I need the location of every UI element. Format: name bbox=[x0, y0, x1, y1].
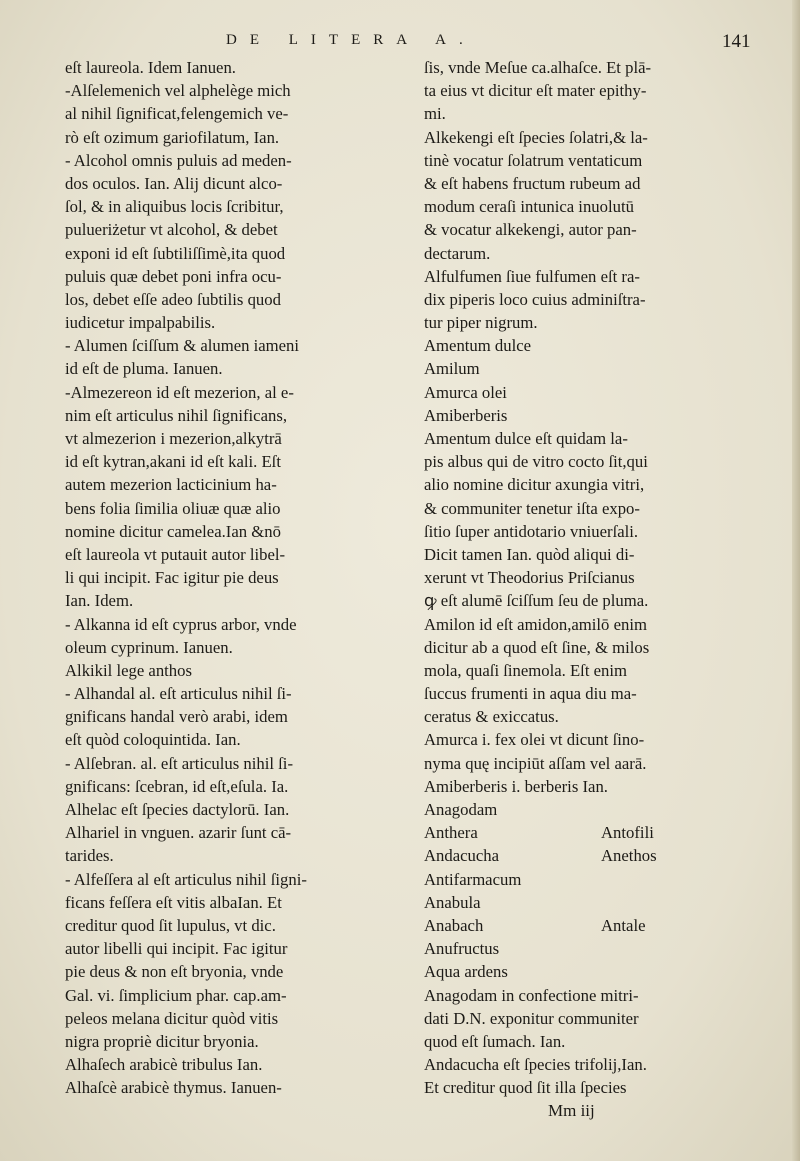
text-line: Amilon id eſt amidon,amilō enim bbox=[424, 614, 647, 634]
text-line: puluis quæ debet poni infra ocu- bbox=[65, 266, 282, 286]
text-line: ſol, & in aliquibus locis ſcribitur, bbox=[65, 197, 284, 217]
text-line: Alfulfumen ſiue fulfumen eſt ra- bbox=[424, 266, 640, 286]
page-header bbox=[0, 22, 800, 52]
text-line: ſis, vnde Meſue ca.alhaſce. Et plā- bbox=[424, 58, 652, 77]
text-line: - Alfeſſera al eſt articulus nihil ſigni- bbox=[65, 869, 307, 889]
text-line: dicitur ab a quod eſt ſine, & milos bbox=[424, 637, 650, 657]
text-line: ſitio ſuper antidotario vniuerſali. bbox=[424, 521, 639, 541]
term-right: Anethos bbox=[601, 846, 657, 866]
text-line: tarides. bbox=[65, 846, 114, 866]
text-line: - Alumen ſciſſum & alumen iameni bbox=[65, 336, 300, 356]
text-line: autem mezerion lacticinium ha- bbox=[65, 475, 277, 495]
term-row bbox=[424, 937, 724, 960]
text-line: Amentum dulce bbox=[424, 336, 532, 356]
text-line: Alhelac eſt ſpecies dactylorū. Ian. bbox=[65, 800, 290, 819]
term-left: Anthera bbox=[424, 823, 478, 843]
text-line: & vocatur alkekengi, autor pan- bbox=[424, 220, 637, 240]
text-line: tur piper nigrum. bbox=[424, 313, 538, 333]
text-line: nyma quę incipiūt aſſam vel aarā. bbox=[424, 753, 647, 773]
text-line: Amiberberis i. berberis Ian. bbox=[424, 776, 608, 796]
text-line: Ian. Idem. bbox=[65, 591, 134, 611]
text-line: Alhaſech arabicè tribulus Ian. bbox=[65, 1055, 263, 1075]
text-line: Amilum bbox=[424, 359, 480, 379]
text-line: xerunt vt Theodorius Priſcianus bbox=[424, 568, 635, 588]
text-line: creditur quod ſit lupulus, vt dic. bbox=[65, 915, 276, 935]
right-column bbox=[424, 56, 724, 1123]
text-line: ta eius vt dicitur eſt mater epithy- bbox=[424, 81, 647, 101]
text-line: exponi id eſt ſubtiliſſimè,ita quod bbox=[65, 243, 286, 263]
text-line: Et creditur quod ſit illa ſpecies bbox=[424, 1078, 627, 1098]
term-left: Antifarmacum bbox=[424, 869, 522, 889]
term-row bbox=[424, 844, 724, 867]
text-line: Alhariel in vnguen. azarir ſunt cā- bbox=[65, 823, 292, 843]
text-line: dix piperis loco cuius adminiſtra- bbox=[424, 289, 646, 309]
text-line: eſt quòd coloquintida. Ian. bbox=[65, 730, 241, 750]
text-line: Amentum dulce eſt quidam la- bbox=[424, 429, 628, 448]
text-line: oleum cyprinum. Ianuen. bbox=[65, 637, 233, 657]
text-line: & communiter tenetur iſta expo- bbox=[424, 498, 640, 518]
text-line: pis albus qui de vitro cocto ſit,qui bbox=[424, 452, 648, 472]
text-line: mola, quaſi ſinemola. Eſt enim bbox=[424, 660, 627, 680]
text-line: gnificans: ſcebran, id eſt,eſula. Ia. bbox=[65, 776, 289, 796]
term-row bbox=[424, 914, 724, 937]
text-line: nigra propriè dicitur bryonia. bbox=[65, 1031, 259, 1051]
text-line: al nihil ſignificat,felengemich ve- bbox=[65, 104, 289, 124]
text-line: iudicetur impalpabilis. bbox=[65, 313, 216, 333]
text-line: Alhaſcè arabicè thymus. Ianuen- bbox=[65, 1078, 282, 1098]
text-line: - Alhandal al. eſt articulus nihil ſi- bbox=[65, 684, 292, 704]
text-line: nomine dicitur camelea.Ian &nō bbox=[65, 521, 281, 541]
text-line: id eſt de pluma. Ianuen. bbox=[65, 359, 223, 379]
text-line: alio nomine dicitur axungia vitri, bbox=[424, 475, 645, 495]
text-line: Alkikil lege anthos bbox=[65, 660, 192, 680]
text-line: vt almezerion i mezerion,alkytrā bbox=[65, 429, 282, 448]
text-line: Gal. vi. ſimplicium phar. cap.am- bbox=[65, 985, 287, 1005]
text-line: ficans feſſera eſt vitis albaIan. Et bbox=[65, 892, 282, 912]
text-line: - Alſebran. al. eſt articulus nihil ſi- bbox=[65, 753, 294, 773]
text-line: eſt laureola. Idem Ianuen. bbox=[65, 58, 236, 77]
term-row bbox=[424, 960, 724, 983]
running-title: DE LITERA A. bbox=[226, 32, 476, 48]
text-line: Amiberberis bbox=[424, 405, 508, 425]
text-line: nim eſt articulus nihil ſignificans, bbox=[65, 405, 287, 425]
text-line: Andacucha eſt ſpecies trifolij,Ian. bbox=[424, 1055, 647, 1075]
term-left: Andacucha bbox=[424, 846, 500, 866]
term-left: Aqua ardens bbox=[424, 962, 508, 982]
text-line: eſt laureola vt putauit autor libel- bbox=[65, 544, 286, 564]
text-line: dos oculos. Ian. Alij dicunt alco- bbox=[65, 173, 283, 193]
text-line: gnificans handal verò arabi, idem bbox=[65, 707, 288, 727]
text-line: Amurca olei bbox=[424, 382, 507, 402]
text-line: pie deus & non eſt bryonia, vnde bbox=[65, 962, 284, 982]
text-line: -Alſelemenich vel alphelège mich bbox=[65, 81, 291, 101]
page-number: 141 bbox=[722, 31, 751, 52]
text-line: Anagodam in confectione mitri- bbox=[424, 985, 639, 1005]
text-line: Anagodam bbox=[424, 800, 498, 819]
text-line: ceratus & exiccatus. bbox=[424, 707, 559, 727]
text-line: modum ceraſi intunica inuolutū bbox=[424, 197, 634, 217]
text-line: ꝙ eſt alumē ſciſſum ſeu de pluma. bbox=[424, 591, 649, 611]
text-line: tinè vocatur ſolatrum ventaticum bbox=[424, 150, 643, 170]
text-line: los, debet eſſe adeo ſubtilis quod bbox=[65, 289, 281, 309]
term-right: Antale bbox=[601, 915, 646, 935]
text-line: peleos melana dicitur quòd vitis bbox=[65, 1008, 279, 1028]
left-column bbox=[65, 56, 347, 1099]
page-edge bbox=[792, 0, 800, 1161]
term-row bbox=[424, 868, 724, 891]
term-left: Anufructus bbox=[424, 939, 500, 959]
text-line: Amurca i. fex olei vt dicunt ſino- bbox=[424, 730, 645, 750]
text-line: & eſt habens fructum rubeum ad bbox=[424, 173, 641, 193]
text-line: - Alcohol omnis puluis ad meden- bbox=[65, 150, 292, 170]
text-line: pulueriżetur vt alcohol, & debet bbox=[65, 220, 278, 240]
text-line: li qui incipit. Fac igitur pie deus bbox=[65, 568, 279, 588]
term-left: Anabula bbox=[424, 892, 481, 912]
text-line: -Almezereon id eſt mezerion, al e- bbox=[65, 382, 294, 402]
text-line: autor libelli qui incipit. Fac igitur bbox=[65, 939, 288, 959]
right-column-text bbox=[424, 56, 724, 821]
term-row bbox=[424, 891, 724, 914]
text-line: mi. bbox=[424, 104, 446, 124]
term-left: Anabach bbox=[424, 915, 484, 935]
text-line: bens folia ſimilia oliuæ quæ alio bbox=[65, 498, 281, 518]
text-line: - Alkanna id eſt cyprus arbor, vnde bbox=[65, 614, 297, 634]
text-line: Dicit tamen Ian. quòd aliqui di- bbox=[424, 544, 635, 564]
right-column-text-continued bbox=[424, 984, 724, 1100]
text-line: ſuccus frumenti in aqua diu ma- bbox=[424, 684, 637, 704]
text-line: id eſt kytran,akani id eſt kali. Eſt bbox=[65, 452, 281, 472]
signature-mark: Mm iij bbox=[548, 1101, 595, 1121]
text-line: dectarum. bbox=[424, 243, 491, 263]
term-right: Antofili bbox=[601, 823, 654, 843]
term-row bbox=[424, 821, 724, 844]
text-line: rò eſt ozimum gariofilatum, Ian. bbox=[65, 127, 280, 147]
text-line: quod eſt ſumach. Ian. bbox=[424, 1031, 566, 1051]
text-line: Alkekengi eſt ſpecies ſolatri,& la- bbox=[424, 127, 648, 147]
text-line: dati D.N. exponitur communiter bbox=[424, 1008, 639, 1028]
term-list bbox=[424, 821, 724, 983]
